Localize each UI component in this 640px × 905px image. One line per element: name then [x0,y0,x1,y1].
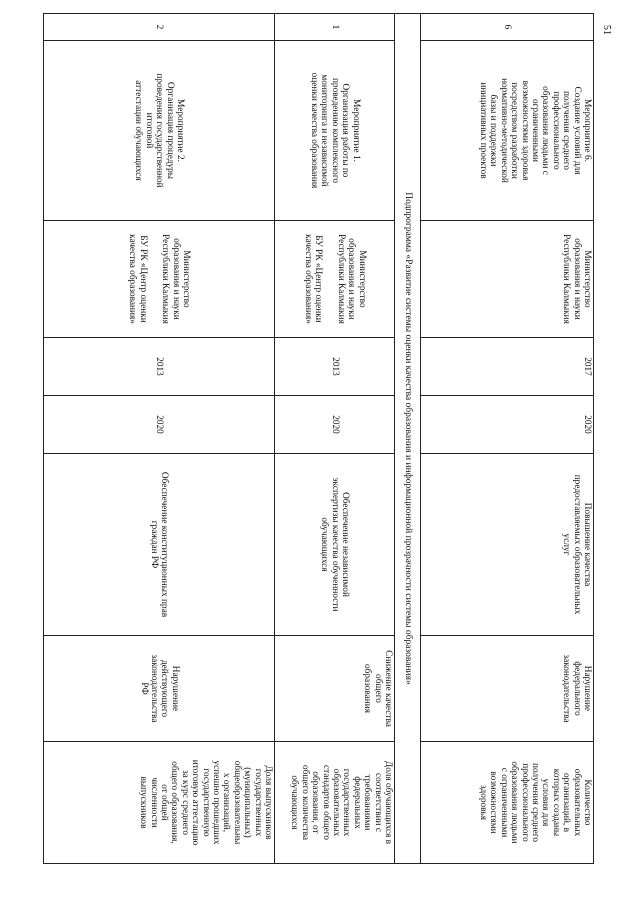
executor-line: образования и науки [170,238,181,320]
consequence-line: законодательства [149,654,159,723]
executor-line: качества образования» [302,234,313,324]
measure-line: образования людьми с [540,86,551,175]
indicator-line: Доля обучающихся в [383,760,393,845]
subprogram-heading: Подпрограмма «Развитие системы оценки качества образования и информационной прозрачности системы образования» [395,14,421,864]
executor-line: Министерство [582,250,592,308]
measure-line: Мероприятие 1. [350,99,361,162]
row-number-cell: 1 [275,14,395,41]
executor-line: образования и науки [346,238,357,320]
indicator-line: стандартов общего [320,765,331,840]
measure-line: базы и поддержки [488,94,499,167]
consequence-cell [421,636,594,742]
indicator-line: общего количества [299,764,310,841]
indicator-line: условия для [540,778,551,827]
measure-line: Создание условий для [571,86,582,175]
indicator-line: Количество [582,779,592,826]
consequence-line: общего [372,674,383,703]
start-year-cell: 2017 [421,338,594,396]
consequence-line: федерального [571,661,582,716]
consequence-line: законодательства [561,654,572,723]
consequence-line: Нарушение [582,665,592,712]
table-row [421,14,594,864]
indicator-line: х организаций, [221,772,232,833]
indicator-line: требованиями [362,774,373,831]
measure-line: проведению комплексного [329,77,340,184]
executor-line: Республики Калмыкия [561,234,572,324]
result-cell [44,454,275,636]
executor-line: БУ РК «Центр оценки [137,235,148,323]
indicator-line: от общей [158,784,169,821]
indicator-line: государственную [200,768,211,837]
page-number: 51 [601,25,612,35]
subprogram-row [395,14,421,864]
executor-cell [421,221,594,338]
end-year-cell: 2020 [421,396,594,454]
start-year-cell: 2013 [275,338,395,396]
indicator-line: государственных [252,768,263,837]
result-cell [421,454,594,636]
executor-line: Министерство [356,250,367,308]
executor-line: Министерство [181,250,192,308]
consequence-line: действующего [159,659,170,718]
result-line: Обеспечение конституционных прав [159,471,170,618]
executor-cell [275,221,395,338]
indicator-line: за курс среднего [179,769,190,836]
measure-line: мониторинга и независимой [319,74,330,187]
indicator-line: общего образования, [169,761,180,844]
measure-line: получения среднего [561,91,572,170]
indicator-line: федеральных [351,776,362,829]
table-row [275,14,395,864]
measure-line: профессионального [550,91,561,170]
measure-line: проведения государственной [154,73,165,188]
indicator-line: организаций, в [561,773,572,832]
indicator-line: общеобразовательны [231,760,242,845]
measure-line: Организация работы по [340,83,351,178]
indicator-line: возможностями [488,771,499,834]
measure-line: итоговой [143,112,154,149]
measure-line: Мероприятие 6. [582,99,592,162]
measure-cell [44,41,275,221]
measure-cell [275,41,395,221]
start-year-cell: 2013 [44,338,275,396]
end-year-cell: 2020 [44,396,275,454]
indicator-line: государственных [341,768,352,837]
measure-line: оценки качества образования [308,72,319,189]
measure-line: нормативно-методической [498,78,509,183]
indicator-line: образовательных [571,768,582,837]
measure-line: посредством разработки [509,82,520,179]
result-line: услуг [561,533,572,556]
result-cell [275,454,395,636]
indicator-line: образования, от [310,771,321,834]
consequence-cell [275,636,395,742]
result-line: граждан РФ [149,520,159,569]
indicator-line: получения среднего [529,763,540,842]
indicator-line: обучающихся [289,775,300,830]
indicator-line: с ограниченными [498,767,509,838]
indicator-line: образовательных [330,768,341,837]
executor-line: образования и науки [571,238,582,320]
consequence-line: РФ [138,682,149,695]
result-line: Повышение качества [582,502,592,587]
result-line: Обеспечение независимой [340,492,351,597]
indicator-line: численности [148,777,159,828]
row-number-cell: 2 [44,14,275,41]
indicator-line: здоровья [477,784,488,821]
result-line: предоставляемых образовательных [571,474,582,615]
indicator-cell [44,742,275,864]
result-line: экспертизы качества обученности [329,477,340,612]
measure-line: Мероприятие 2. [175,99,186,162]
measure-cell [421,41,594,221]
executor-line: Республики Калмыкия [160,234,171,324]
measure-line: возможностями здоровья [519,80,530,181]
measure-line: Организация процедуры [164,81,175,180]
indicator-line: которых созданы [550,768,561,837]
executor-cell [44,221,275,338]
indicator-cell [275,742,395,864]
measures-table [43,13,594,864]
executor-line: качества образования» [127,234,138,324]
executor-line: Республики Калмыкия [335,234,346,324]
measure-line: аттестации обучающихся [133,80,144,181]
indicator-line: успешно прошедших [210,760,221,845]
consequence-line: образования [362,663,373,714]
consequence-cell [44,636,275,742]
consequence-line: Снижение качества [383,650,393,727]
indicator-line: соответствии с [372,773,383,832]
indicator-cell [421,742,594,864]
executor-line: БУ РК «Центр оценки [313,235,324,323]
indicator-line: Доля выпускников [263,765,273,840]
table-row [44,14,275,864]
rotated-table-container [44,13,594,863]
measure-line: инициативных проектов [477,82,488,179]
row-number-cell: 6 [421,14,594,41]
indicator-line: выпускников [138,776,149,829]
end-year-cell: 2020 [275,396,395,454]
indicator-line: итоговую аттестацию [190,759,201,846]
indicator-line: образования людьми [509,761,520,844]
indicator-line: (муниципальных) [242,767,253,838]
consequence-line: Нарушение [169,665,180,712]
measure-line: ограниченными [529,98,540,163]
result-line: обучающихся [319,517,330,572]
indicator-line: профессионального [519,763,530,842]
